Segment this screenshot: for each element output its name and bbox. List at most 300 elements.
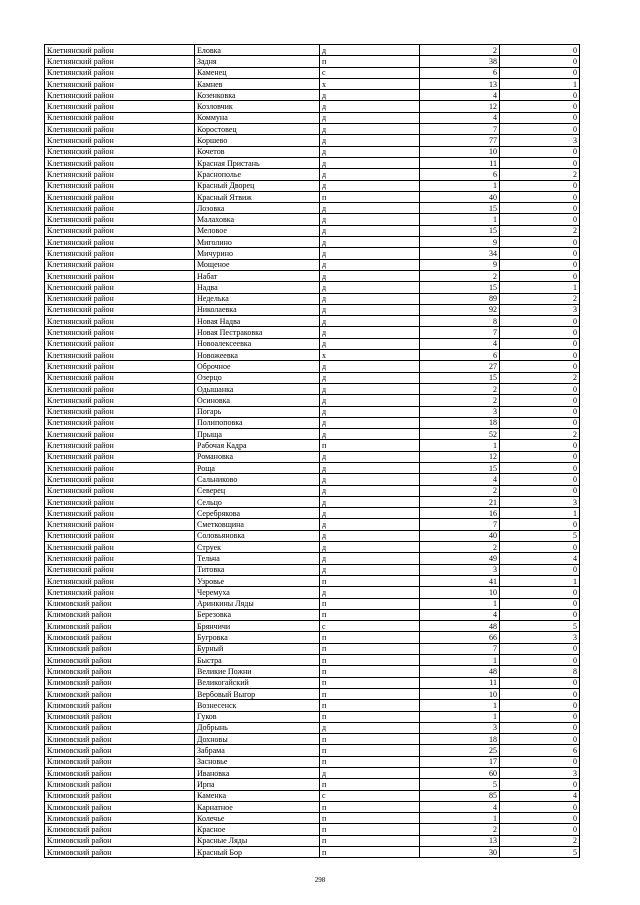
value-cell: 0 [500,564,580,575]
district-cell: Климовский район [45,677,195,688]
count-cell: 4 [420,90,500,101]
table-row [45,169,580,180]
value-cell: 0 [500,700,580,711]
district-cell: Клетнянский район [45,112,195,123]
count-cell: 1 [420,711,500,722]
settlement-cell: Набат [195,270,320,281]
settlement-cell: Камнев [195,78,320,89]
district-cell: Климовский район [45,688,195,699]
type-cell: п [320,779,420,790]
settlement-cell: Козловчик [195,101,320,112]
count-cell: 11 [420,677,500,688]
count-cell: 12 [420,101,500,112]
settlement-cell: Коростовец [195,124,320,135]
district-cell: Клетнянский район [45,135,195,146]
settlement-cell: Каменка [195,790,320,801]
table-row [45,621,580,632]
count-cell: 8 [420,316,500,327]
type-cell: д [320,485,420,496]
count-cell: 15 [420,462,500,473]
count-cell: 41 [420,575,500,586]
table-row [45,270,580,281]
settlement-cell: Мичурино [195,248,320,259]
settlement-cell: Роща [195,462,320,473]
table-row [45,440,580,451]
type-cell: д [320,462,420,473]
value-cell: 0 [500,67,580,78]
type-cell: д [320,169,420,180]
district-cell: Клетнянский район [45,316,195,327]
district-cell: Клетнянский район [45,214,195,225]
count-cell: 34 [420,248,500,259]
count-cell: 15 [420,282,500,293]
settlement-cell: Вербовый Выгор [195,688,320,699]
type-cell: д [320,270,420,281]
district-cell: Климовский район [45,835,195,846]
count-cell: 60 [420,768,500,779]
settlement-cell: Краснополье [195,169,320,180]
table-row [45,451,580,462]
count-cell: 6 [420,67,500,78]
table-row [45,598,580,609]
district-cell: Клетнянский район [45,225,195,236]
type-cell: п [320,824,420,835]
table-row [45,112,580,123]
type-cell: д [320,361,420,372]
table-row [45,214,580,225]
settlement-cell: Черемуха [195,587,320,598]
count-cell: 10 [420,587,500,598]
settlement-cell: Новая Надва [195,316,320,327]
count-cell: 40 [420,191,500,202]
count-cell: 66 [420,632,500,643]
settlement-cell: Сметковщина [195,519,320,530]
type-cell: д [320,146,420,157]
value-cell: 0 [500,56,580,67]
value-cell: 1 [500,508,580,519]
table-row [45,67,580,78]
type-cell: д [320,101,420,112]
value-cell: 2 [500,225,580,236]
value-cell: 0 [500,609,580,620]
value-cell: 0 [500,813,580,824]
table-row [45,756,580,767]
value-cell: 0 [500,474,580,485]
value-cell: 0 [500,440,580,451]
count-cell: 5 [420,779,500,790]
district-cell: Климовский район [45,621,195,632]
count-cell: 6 [420,350,500,361]
type-cell: д [320,553,420,564]
count-cell: 7 [420,519,500,530]
table-row [45,813,580,824]
type-cell: х [320,350,420,361]
count-cell: 52 [420,429,500,440]
table-row [45,575,580,586]
type-cell: д [320,530,420,541]
district-cell: Климовский район [45,655,195,666]
count-cell: 1 [420,813,500,824]
type-cell: д [320,722,420,733]
district-cell: Климовский район [45,745,195,756]
table-row [45,700,580,711]
table-row [45,734,580,745]
value-cell: 0 [500,316,580,327]
type-cell: д [320,768,420,779]
district-cell: Клетнянский район [45,462,195,473]
value-cell: 0 [500,237,580,248]
count-cell: 89 [420,293,500,304]
settlement-cell: Николаевка [195,304,320,315]
settlement-cell: Брянчичи [195,621,320,632]
table-row [45,417,580,428]
district-cell: Клетнянский район [45,338,195,349]
settlement-cell: Струек [195,542,320,553]
value-cell: 0 [500,722,580,733]
count-cell: 13 [420,78,500,89]
settlement-cell: Миголино [195,237,320,248]
type-cell: д [320,203,420,214]
table-row [45,745,580,756]
count-cell: 1 [420,214,500,225]
district-cell: Клетнянский район [45,180,195,191]
settlement-cell: Северец [195,485,320,496]
district-cell: Климовский район [45,734,195,745]
value-cell: 4 [500,790,580,801]
count-cell: 48 [420,621,500,632]
type-cell: п [320,745,420,756]
district-cell: Клетнянский район [45,157,195,168]
table-row [45,655,580,666]
type-cell: п [320,56,420,67]
type-cell: с [320,621,420,632]
type-cell: п [320,711,420,722]
value-cell: 0 [500,519,580,530]
district-cell: Клетнянский район [45,56,195,67]
count-cell: 10 [420,146,500,157]
table-row [45,316,580,327]
district-cell: Клетнянский район [45,496,195,507]
value-cell: 5 [500,530,580,541]
district-cell: Клетнянский район [45,440,195,451]
table-row [45,801,580,812]
type-cell: д [320,293,420,304]
district-cell: Климовский район [45,801,195,812]
type-cell: д [320,508,420,519]
value-cell: 1 [500,575,580,586]
count-cell: 77 [420,135,500,146]
table-row [45,191,580,202]
settlement-cell: Аринкины Ляды [195,598,320,609]
settlement-cell: Соловьяновка [195,530,320,541]
count-cell: 3 [420,564,500,575]
table-row [45,225,580,236]
table-row [45,553,580,564]
value-cell: 0 [500,112,580,123]
count-cell: 1 [420,700,500,711]
value-cell: 0 [500,90,580,101]
value-cell: 3 [500,768,580,779]
type-cell: д [320,338,420,349]
value-cell: 0 [500,157,580,168]
count-cell: 1 [420,440,500,451]
count-cell: 2 [420,45,500,56]
value-cell: 0 [500,779,580,790]
value-cell: 3 [500,496,580,507]
type-cell: д [320,237,420,248]
count-cell: 11 [420,157,500,168]
type-cell: п [320,813,420,824]
count-cell: 7 [420,327,500,338]
type-cell: п [320,688,420,699]
type-cell: д [320,112,420,123]
settlements-table [44,44,580,858]
table-row [45,519,580,530]
table-row [45,824,580,835]
type-cell: д [320,451,420,462]
count-cell: 4 [420,801,500,812]
count-cell: 15 [420,372,500,383]
count-cell: 27 [420,361,500,372]
count-cell: 3 [420,722,500,733]
district-cell: Климовский район [45,598,195,609]
count-cell: 10 [420,688,500,699]
type-cell: д [320,327,420,338]
table-row [45,259,580,270]
value-cell: 5 [500,847,580,858]
type-cell: д [320,496,420,507]
table-row [45,609,580,620]
settlement-cell: Красный Дворец [195,180,320,191]
type-cell: п [320,598,420,609]
district-cell: Климовский район [45,643,195,654]
district-cell: Клетнянский район [45,67,195,78]
type-cell: д [320,180,420,191]
district-cell: Климовский район [45,824,195,835]
value-cell: 0 [500,462,580,473]
type-cell: д [320,417,420,428]
district-cell: Клетнянский район [45,564,195,575]
district-cell: Клетнянский район [45,146,195,157]
settlement-cell: Новожеевка [195,350,320,361]
settlement-cell: Забрама [195,745,320,756]
type-cell: д [320,157,420,168]
table-row [45,350,580,361]
district-cell: Клетнянский район [45,508,195,519]
count-cell: 18 [420,734,500,745]
table-row [45,542,580,553]
settlement-cell: Погарь [195,406,320,417]
table-row [45,157,580,168]
type-cell: п [320,440,420,451]
settlement-cell: Еловка [195,45,320,56]
value-cell: 2 [500,372,580,383]
table-row [45,78,580,89]
type-cell: д [320,282,420,293]
count-cell: 3 [420,406,500,417]
count-cell: 1 [420,180,500,191]
district-cell: Клетнянский район [45,530,195,541]
table-row [45,587,580,598]
table-row [45,666,580,677]
value-cell: 1 [500,78,580,89]
value-cell: 0 [500,203,580,214]
value-cell: 0 [500,711,580,722]
settlement-cell: Озерцо [195,372,320,383]
settlements-table-body [45,45,580,858]
type-cell: д [320,587,420,598]
settlement-cell: Узровье [195,575,320,586]
table-row [45,508,580,519]
district-cell: Климовский район [45,847,195,858]
table-row [45,338,580,349]
settlement-cell: Красные Ляды [195,835,320,846]
value-cell: 5 [500,621,580,632]
table-row [45,248,580,259]
district-cell: Клетнянский район [45,350,195,361]
count-cell: 2 [420,542,500,553]
type-cell: д [320,214,420,225]
table-row [45,462,580,473]
type-cell: п [320,700,420,711]
count-cell: 13 [420,835,500,846]
type-cell: д [320,45,420,56]
table-row [45,711,580,722]
value-cell: 0 [500,688,580,699]
count-cell: 85 [420,790,500,801]
district-cell: Клетнянский район [45,191,195,202]
type-cell: д [320,406,420,417]
district-cell: Клетнянский район [45,270,195,281]
type-cell: д [320,316,420,327]
count-cell: 40 [420,530,500,541]
district-cell: Климовский район [45,813,195,824]
value-cell: 2 [500,293,580,304]
table-row [45,327,580,338]
district-cell: Климовский район [45,700,195,711]
type-cell: п [320,756,420,767]
type-cell: д [320,383,420,394]
count-cell: 92 [420,304,500,315]
table-row [45,293,580,304]
type-cell: д [320,90,420,101]
type-cell: п [320,575,420,586]
settlement-cell: Сальниково [195,474,320,485]
settlement-cell: Кочетов [195,146,320,157]
value-cell: 0 [500,395,580,406]
district-cell: Климовский район [45,790,195,801]
settlement-cell: Вознесенск [195,700,320,711]
value-cell: 1 [500,282,580,293]
settlement-cell: Бугровка [195,632,320,643]
settlement-cell: Быстра [195,655,320,666]
settlement-cell: Коммуна [195,112,320,123]
count-cell: 17 [420,756,500,767]
value-cell: 2 [500,169,580,180]
type-cell: д [320,259,420,270]
settlement-cell: Добрынь [195,722,320,733]
district-cell: Клетнянский район [45,519,195,530]
count-cell: 2 [420,395,500,406]
table-row [45,101,580,112]
count-cell: 7 [420,643,500,654]
settlement-cell: Засновье [195,756,320,767]
value-cell: 0 [500,756,580,767]
district-cell: Климовский район [45,722,195,733]
count-cell: 18 [420,417,500,428]
settlement-cell: Меловое [195,225,320,236]
type-cell: п [320,609,420,620]
value-cell: 0 [500,248,580,259]
count-cell: 38 [420,56,500,67]
value-cell: 0 [500,191,580,202]
count-cell: 49 [420,553,500,564]
settlement-cell: Малаховка [195,214,320,225]
value-cell: 3 [500,304,580,315]
settlement-cell: Мощеное [195,259,320,270]
table-row [45,847,580,858]
type-cell: д [320,124,420,135]
value-cell: 0 [500,542,580,553]
table-row [45,530,580,541]
table-row [45,180,580,191]
table-row [45,429,580,440]
count-cell: 7 [420,124,500,135]
district-cell: Клетнянский район [45,237,195,248]
district-cell: Климовский район [45,779,195,790]
type-cell: с [320,67,420,78]
settlement-cell: Ивановка [195,768,320,779]
district-cell: Клетнянский район [45,101,195,112]
count-cell: 16 [420,508,500,519]
settlement-cell: Коршево [195,135,320,146]
type-cell: п [320,666,420,677]
settlement-cell: Красное [195,824,320,835]
count-cell: 30 [420,847,500,858]
district-cell: Клетнянский район [45,406,195,417]
count-cell: 2 [420,270,500,281]
district-cell: Клетнянский район [45,372,195,383]
district-cell: Климовский район [45,756,195,767]
table-row [45,496,580,507]
table-row [45,632,580,643]
district-cell: Клетнянский район [45,542,195,553]
value-cell: 0 [500,824,580,835]
table-row [45,677,580,688]
type-cell: с [320,790,420,801]
district-cell: Клетнянский район [45,169,195,180]
settlement-cell: Березовка [195,609,320,620]
type-cell: п [320,632,420,643]
settlement-cell: Красный Бор [195,847,320,858]
value-cell: 0 [500,124,580,135]
district-cell: Клетнянский район [45,248,195,259]
district-cell: Климовский район [45,711,195,722]
district-cell: Клетнянский район [45,45,195,56]
value-cell: 0 [500,101,580,112]
count-cell: 6 [420,169,500,180]
count-cell: 2 [420,485,500,496]
settlement-cell: Задня [195,56,320,67]
value-cell: 0 [500,270,580,281]
settlement-cell: Новая Пестраковка [195,327,320,338]
district-cell: Клетнянский район [45,575,195,586]
settlement-cell: Тельча [195,553,320,564]
settlement-cell: Осиновка [195,395,320,406]
type-cell: п [320,734,420,745]
settlement-cell: Полипоповка [195,417,320,428]
table-row [45,203,580,214]
